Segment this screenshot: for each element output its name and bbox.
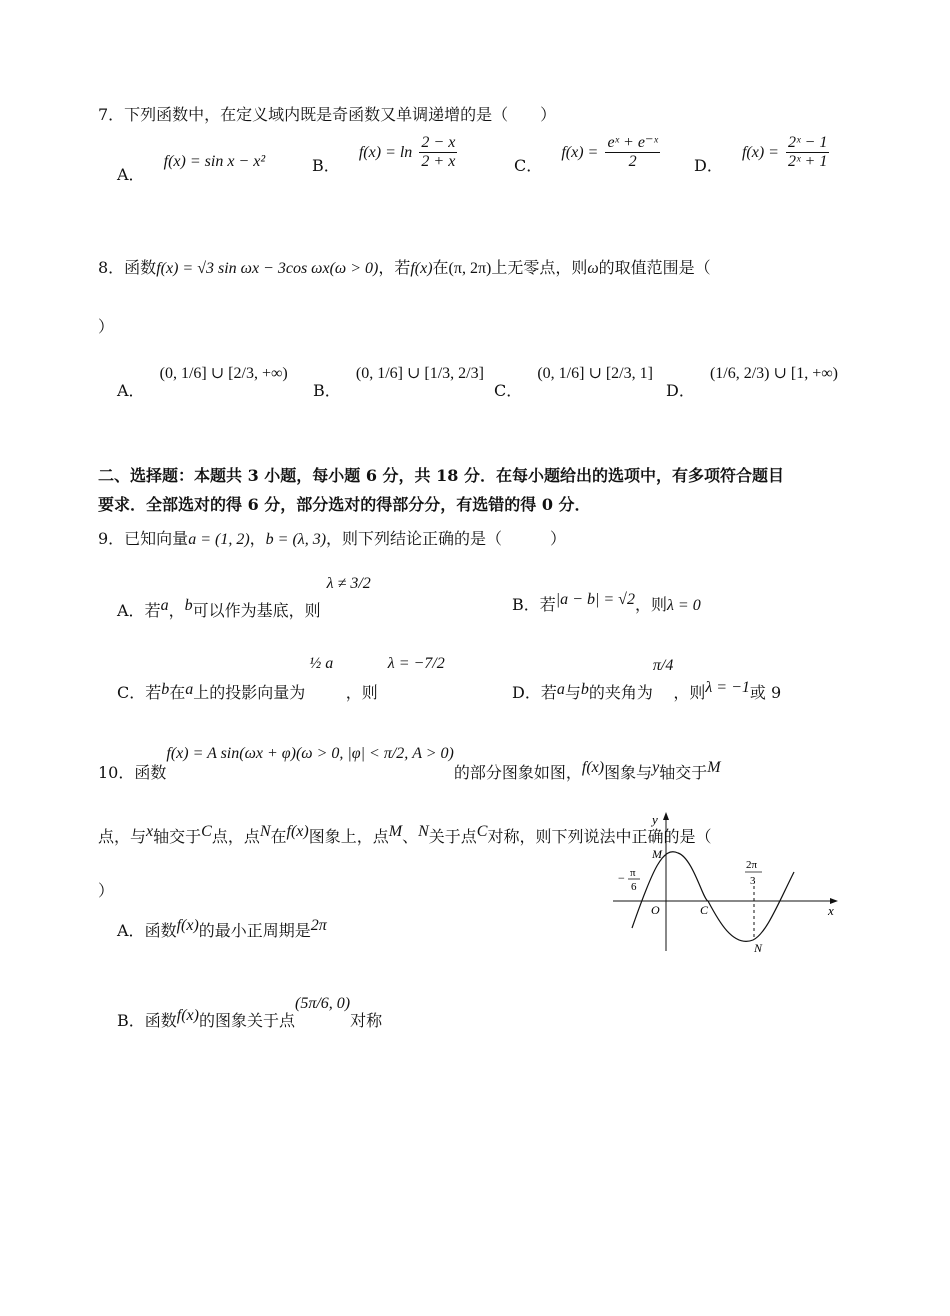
point-m-label: M	[652, 847, 662, 861]
q10-graph	[608, 808, 844, 954]
q8-stem: 8．函数f(x) = √3 sin ωx − 3cos ωx(ω > 0)，若f(x)在(π, 2π)上无零点，则ω的取值范围是（	[98, 258, 711, 277]
q7-b-fraction: $\frac{2 - x}{2 + x}$	[421, 134, 456, 170]
neg-pi-den: 6	[631, 881, 637, 893]
sine-curve	[632, 852, 794, 942]
q9-stem: 9．已知向量a = (1, 2)，b = (λ, 3)，则下列结论正确的是（ ）	[98, 529, 567, 548]
q7-option-c: C． f(x) = $\frac{\text{eˣ + e⁻ˣ}}{2}$	[514, 134, 658, 175]
two-pi-den: 3	[750, 875, 756, 887]
q8-option-d: D． (1/6, 2/3) ∪ [1, +∞)	[666, 365, 838, 400]
point-n-label: N	[754, 941, 763, 955]
y-label: y	[652, 812, 658, 827]
origin-label: O	[651, 903, 660, 917]
section2-heading-line1: 二、选择题：本题共 3 小题，每小题 6 分，共 18 分．在每小题给出的选项中，有多项符合题目	[98, 466, 784, 485]
q8-option-a: A． (0, 1/6] ∪ [2/3, +∞)	[117, 365, 288, 400]
q7-option-a: A． f(x) = sin x − x²	[117, 153, 266, 184]
q7-stem: 7．下列函数中，在定义域内既是奇函数又单调递增的是（ ）	[98, 105, 557, 124]
q9-option-b: B．若|a − b| = √2，则λ = 0	[512, 591, 701, 614]
q8-close-paren: ）	[98, 317, 115, 336]
point-c-label: C	[700, 903, 709, 917]
q7-option-d: D． f(x) = $\frac{\text{2ˣ − 1}}{\text{2ˣ + 1}}$	[694, 134, 828, 175]
x-label: x	[828, 903, 834, 918]
q8-option-b: B． (0, 1/6] ∪ [1/3, 2/3]	[313, 365, 484, 400]
q10-option-a: A．函数f(x)的最小正周期是2π	[117, 917, 327, 940]
q10-stem-line2: 点，与x轴交于C点，点N在f(x)图象上，点M、N关于点C对称，则下列说法中正确的是（	[98, 823, 712, 846]
q7-option-b: B． f(x) = ln $\frac{2 - x}{2 + x}$	[312, 134, 456, 175]
q7-d-fraction: $\frac{\text{2ˣ − 1}}{\text{2ˣ + 1}}$	[788, 134, 828, 170]
neg-sign: −	[618, 871, 625, 885]
q9-option-d: D．若a与b的夹角为π/4，则λ = −1或 9	[512, 657, 782, 702]
q10-close-paren: ）	[98, 881, 115, 900]
q9-option-c: C．若b在a上的投影向量为½ a⃗，则λ = −7/2	[117, 655, 445, 702]
q10-stem-line1: 10．函数f(x) = A sin(ωx + φ)(ω > 0, |φ| < π/2, A > 0)的部分图象如图，f(x)图象与y轴交于M	[98, 745, 721, 782]
q9-option-a: A．若a，b可以作为基底，则λ ≠ 3/2	[117, 575, 371, 620]
y-axis-arrow	[663, 812, 669, 820]
section2-heading-line2: 要求．全部选对的得 6 分，部分选对的得部分分，有选错的得 0 分．	[98, 495, 591, 514]
neg-pi-num: π	[630, 867, 636, 879]
q10-option-b: B．函数f(x)的图象关于点(5π/6, 0)对称	[117, 995, 383, 1030]
q8-option-c: C． (0, 1/6] ∪ [2/3, 1]	[494, 365, 653, 400]
two-pi-num: 2π	[746, 859, 758, 871]
q7-c-fraction: $\frac{\text{eˣ + e⁻ˣ}}{2}$	[607, 134, 658, 170]
